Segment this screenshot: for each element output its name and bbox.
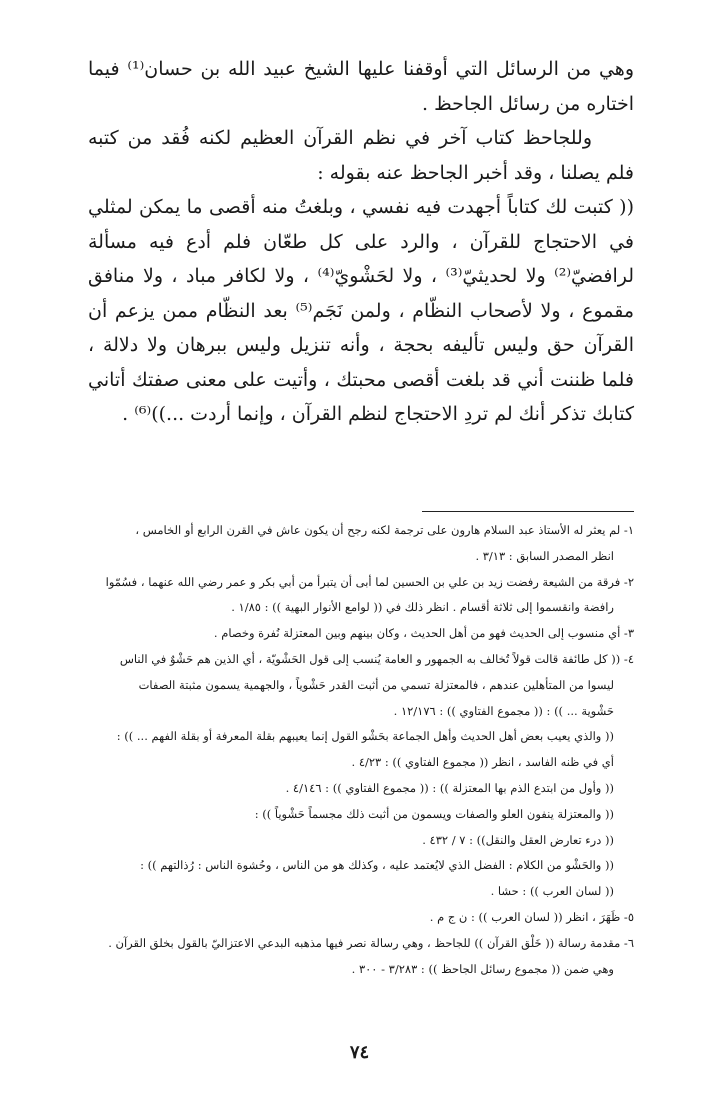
footnote-4-continuation: حَشْوية ... )) : (( مجموع الفتاوي )) : ١٢/١٧٦ .	[393, 703, 614, 718]
footnote-1: ١- لم يعثر له الأستاذ عبد السلام هارون على ترجمة لكنه رجح أن يكون عاش في القرن الرابع أو الخامس ،	[135, 523, 634, 537]
footnote-3: ٣- أي منسوب إلى الحديث فهو من أهل الحديث ، وكان بينهم وبين المعتزلة نُفرة وخصام .	[213, 626, 634, 641]
footnote-4-continuation: ليسوا من المتأهلين عندهم ، فالمعتزلة تسمي من أثبت القدر حَشْوياً ، والجهمية يسمون مثبتة الصفات	[138, 677, 614, 692]
main-text	[88, 52, 634, 432]
footnotes	[86, 518, 634, 982]
paragraph-lost-book: وللجاحظ كتاب آخر في نظم القرآن العظيم لكنه فُقد من كتبه فلم يصلنا ، وقد أخبر الجاحظ عنه بقوله :	[88, 127, 634, 184]
footnote-4-quote: (( والذي يعيب بعض أهل الحديث وأهل الجماعة بحَشْو القول إنما يعيبهم بقلة المعرفة أو بقلة الفهم ... )) :	[116, 729, 614, 744]
footnote-4-quote: أي في ظنه الفاسد ، انظر (( مجموع الفتاوي )) : ٤/٢٣ .	[351, 755, 614, 770]
footnote-6: ٦- مقدمة رسالة (( خَلْق القرآن )) للجاحظ ، وهي رسالة نصر فيها مذهبه البدعي الاعتزاليّ بالقول بخلق القرآن .	[108, 935, 634, 950]
page-number: ٧٤	[349, 1042, 370, 1063]
footnote-2-continuation: رافضة وانقسموا إلى ثلاثة أقسام . انظر ذلك في (( لوامع الأنوار البهية )) : ١/٨٥ .	[231, 600, 614, 615]
footnote-4-quote: (( وأول من ابتدع الذم بها المعتزلة )) : (( مجموع الفتاوي )) : ٤/١٤٦ .	[285, 780, 614, 795]
paragraph-intro: وهي من الرسائل التي أوقفنا عليها الشيخ عبيد الله بن حسان⁽¹⁾ فيما اختاره من رسائل الجاحظ .	[88, 58, 634, 115]
footnote-4-quote: (( لسان العرب )) : حشا .	[490, 884, 614, 899]
footnote-4-quote: (( والحَشْو من الكلام : الفضل الذي لايُعتمد عليه ، وكذلك هو من الناس ، وحُشوة الناس : رُذالتهم )) :	[140, 858, 614, 873]
footnote-4-quote: (( درء تعارض العقل والنقل)) : ٧ / ٤٣٢ .	[422, 832, 614, 847]
footnote-4-quote: (( والمعتزلة ينفون العلو والصفات ويسمون من أثبت ذلك مجسماً حَشْوياً )) :	[254, 806, 614, 821]
footnote-4: ٤- (( كل طائفة قالت قولاً تُخالف به الجمهور و العامة يُنسب إلى قول الحَشْويّة ، أي الذين هم حَشْوٌ في الناس	[119, 651, 634, 666]
paragraph-quotation: (( كتبت لك كتاباً أجهدت فيه نفسي ، وبلغتُ منه أقصى ما يمكن لمثلي في الاحتجاج للقرآن ، والرد على كل طعّان فلم أدع فيه مسألة لرافضيّ⁽²⁾ ولا لحديثيّ⁽³⁾ ، ولا لحَشْويّ⁽⁴⁾ ، ولا لكافر مباد ، ولا منافق مقموع ، ولا لأصحاب النظّام ، ولمن نَجَم⁽⁵⁾ بعد النظّام ممن يزعم أن القرآن حق وليس تأليفه بحجة ، وأنه تنزيل وليس ببرهان ولا دلالة ، فلما ظننت أني قد بلغت أقصى محبتك ، وأتيت على معنى صفتك أتاني كتابك تذكر أنك لم تردِ الاحتجاج لنظم القرآن ، وإنما أردت ...))⁽⁶⁾ .	[88, 196, 635, 425]
footnote-2: ٢- فرقة من الشيعة رفضت زيد بن علي بن الحسين لما أبى أن يتبرأ من أبي بكر و عمر رضي الله عنهما ، فسُمّوا	[105, 574, 634, 589]
footnote-6-continuation: وهي ضمن (( مجموع رسائل الجاحظ )) : ٣/٢٨٣ - ٣٠٠ .	[351, 961, 614, 976]
footnote-5: ٥- ظَهَرَ ، انظر (( لسان العرب )) : ن ج م .	[429, 909, 634, 924]
footnote-1-continuation: انظر المصدر السابق : ٣/١٣ .	[475, 548, 614, 563]
footnote-divider	[422, 511, 634, 512]
